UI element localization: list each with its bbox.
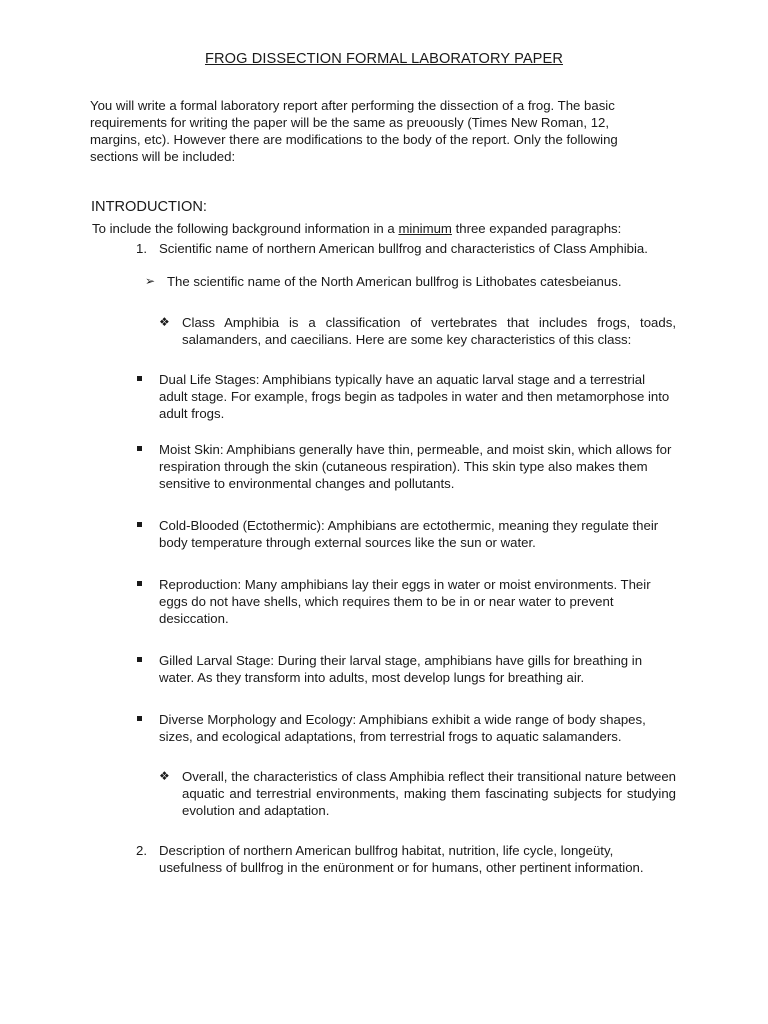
characteristic-item: Gilled Larval Stage: During their larval stage, amphibians have gills for breathing in water. As they transform into adults, most develop lungs for breathing air.: [159, 653, 643, 685]
characteristic-item: Dual Life Stages: Amphibians typically have an aquatic larval stage and a terrestrial adult stage. For example, frogs begin as tadpoles in water and then metamorphose into adult frogs.: [159, 372, 670, 421]
list-item-2-text: Description of northern American bullfrog habitat, nutrition, life cycle, longeüty, usefulness of bullfrog in the enüronment or for humans, other pertinent information.: [159, 843, 644, 875]
square-bullet-icon: [137, 657, 145, 665]
list-number-1: 1.: [136, 241, 147, 256]
introduction-lead-sentence: [92, 220, 692, 237]
lead-text-end: three expanded paragraphs:: [451, 221, 622, 236]
square-bullet-icon: [137, 376, 145, 384]
lead-text-underlined: minimum: [398, 221, 452, 236]
square-bullet-icon: [137, 446, 145, 454]
square-bullet-icon: [137, 522, 145, 530]
section-heading-introduction: INTRODUCTION:: [91, 199, 207, 215]
instructions-paragraph: You will write a formal laboratory report after performing the dissection of a frog. The basic requirements for writing the paper will be the same as preυously (Times New Roman, 12, margins, etc). However there are modifications to the body of the report. Only the following sections will be included:: [90, 98, 618, 164]
square-bullet-icon: [137, 716, 145, 724]
characteristic-item: Reproduction: Many amphibians lay their eggs in water or moist environments. Their eggs do not have shells, which requires them to be in or near water to prevent desiccation.: [159, 577, 651, 626]
arrow-bullet-icon: ➢: [145, 274, 156, 288]
characteristic-item: Cold-Blooded (Ectothermic): Amphibians are ectothermic, meaning they regulate their body temperature through external sources like the sun or water.: [159, 518, 659, 550]
characteristic-item: Moist Skin: Amphibians generally have thin, permeable, and moist skin, which allows for respiration through the skin (cutaneous respiration). This skin type also makes them sensitive to environmental changes and pollutants.: [159, 442, 672, 491]
document-title: FROG DISSECTION FORMAL LABORATORY PAPER: [204, 51, 563, 67]
characteristic-item: Diverse Morphology and Ecology: Amphibians exhibit a wide range of body shapes, sizes, and ecological adaptations, from terrestrial frogs to aquatic salamanders.: [159, 712, 646, 744]
list-item-1-text: Scientific name of northern American bullfrog and characteristics of Class Amphibia.: [159, 241, 648, 256]
lead-text-start: To include the following background information in a: [92, 221, 399, 236]
class-amphibia-text: Class Amphibia is a classification of vertebrates that includes frogs, toads, salamanders, and caecilians. Here are some key characteristics of this class:: [182, 315, 676, 347]
diamond-bullet-icon: ❖: [159, 315, 170, 329]
scientific-name-text: The scientific name of the North American bullfrog is Lithobates catesbeianus.: [167, 274, 622, 289]
summary-text: Overall, the characteristics of class Amphibia reflect their transitional nature between aquatic and terrestrial environments, making them fascinating subjects for studying evolution and adaptation.: [182, 769, 676, 818]
list-number-2: 2.: [136, 843, 147, 858]
diamond-bullet-icon: ❖: [159, 769, 170, 783]
square-bullet-icon: [137, 581, 145, 589]
